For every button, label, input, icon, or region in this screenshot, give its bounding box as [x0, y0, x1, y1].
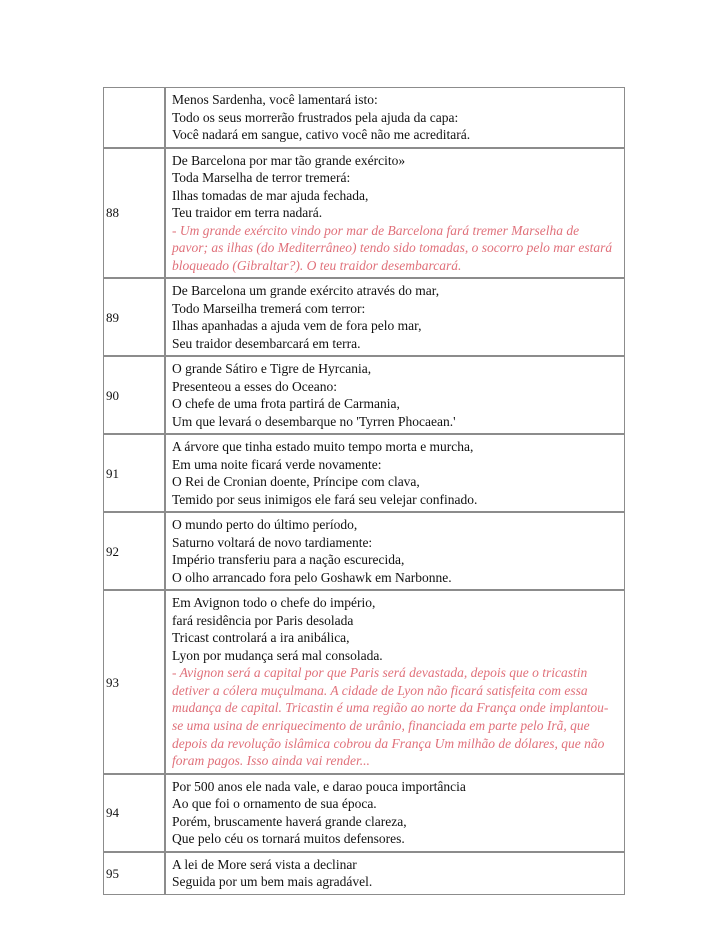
verse-line: Império transferiu para a nação escurecida,: [172, 552, 405, 568]
verse-line: Tricast controlará a ira anibálica,: [172, 630, 350, 646]
quatrain-number: 89: [103, 278, 165, 356]
verse-line: Você nadará em sangue, cativo você não me acreditará.: [172, 127, 471, 142]
quatrain-text-cell: [165, 87, 625, 148]
quatrain-number: 92: [103, 512, 165, 590]
verse-line: Temido por seus inimigos ele fará seu velejar confinado.: [172, 491, 478, 507]
commentary-note: - Um grande exército vindo por mar de Barcelona fará tremer Marselha de pavor; as ilhas (do Mediterrâneo) tendo sido tomadas, o socorro pelo mar estará bloqueado (Gibraltar?). O teu traidor desembarcará.: [172, 222, 613, 273]
quatrain-text-cell: [165, 434, 625, 512]
verse-line: Saturno voltará de novo tardiamente:: [172, 534, 373, 550]
verse-line: Por 500 anos ele nada vale, e darao pouca importância: [172, 778, 466, 794]
quatrain-text-cell: [165, 278, 625, 356]
quatrain-number: 88: [103, 148, 165, 279]
verse-line: O Rei de Cronian doente, Príncipe com clava,: [172, 474, 420, 490]
verse-line: A lei de More será vista a declinar: [172, 856, 357, 872]
quatrain-text-cell: [165, 148, 625, 279]
verse-line: Lyon por mudança será mal consolada.: [172, 647, 383, 663]
table-row: [103, 278, 625, 356]
verse-line: Porém, bruscamente haverá grande clareza,: [172, 813, 407, 829]
quatrain-number: 95: [103, 852, 165, 895]
quatrain-number: 94: [103, 774, 165, 852]
quatrain-number: 90: [103, 356, 165, 434]
verse-line: Ao que foi o ornamento de sua época.: [172, 796, 377, 812]
table-row: [103, 87, 625, 148]
verse-line: Que pelo céu os tornará muitos defensores.: [172, 831, 405, 847]
verse-line: O chefe de uma frota partirá de Carmania,: [172, 396, 400, 412]
verse-line: Teu traidor em terra nadará.: [172, 205, 323, 220]
verse-line: O mundo perto do último período,: [172, 517, 358, 533]
table-row: [103, 512, 625, 590]
quatrain-table-viewport: [103, 87, 625, 890]
quatrain-text-cell: [165, 590, 625, 774]
verse-line: Ilhas tomadas de mar ajuda fechada,: [172, 187, 369, 203]
verse-line: A árvore que tinha estado muito tempo morta e murcha,: [172, 439, 474, 455]
verse-line: Presenteou a esses do Oceano:: [172, 378, 337, 394]
verse-line: Toda Marselha de terror tremerá:: [172, 170, 351, 185]
quatrain-number: [103, 87, 165, 148]
verse-line: Em uma noite ficará verde novamente:: [172, 456, 382, 472]
table-row: [103, 590, 625, 774]
quatrain-table: [103, 87, 625, 895]
verse-line: Todo Marseilha tremerá com terror:: [172, 300, 366, 316]
verse-line: Menos Sardenha, você lamentará isto:: [172, 92, 378, 107]
quatrain-text-cell: [165, 852, 625, 895]
quatrain-text-cell: [165, 512, 625, 590]
commentary-note: - Avignon será a capital por que Paris será devastada, depois que o tricastin detiver a cólera muçulmana. A cidade de Lyon não ficará satisfeita com essa mudança de capital. Tricastin é uma região ao norte da França onde implantou-se uma usina de enriquecimento de urânio, financiada em parte pelo Irã, que depois da revolução islâmica cobrou da França Um milhão de dólares, que não foram pagos. Isso ainda vai render...: [172, 665, 609, 769]
table-row: [103, 148, 625, 279]
verse-line: Em Avignon todo o chefe do império,: [172, 595, 376, 611]
quatrain-table-body: [103, 87, 625, 895]
verse-line: Um que levará o desembarque no 'Tyrren Phocaean.': [172, 413, 456, 429]
verse-line: Ilhas apanhadas a ajuda vem de fora pelo mar,: [172, 318, 422, 334]
verse-line: O olho arrancado fora pelo Goshawk em Narbonne.: [172, 569, 452, 585]
verse-line: Seguida por um bem mais agradável.: [172, 874, 373, 890]
verse-line: Seu traidor desembarcará em terra.: [172, 335, 361, 351]
verse-line: De Barcelona por mar tão grande exército»: [172, 152, 406, 168]
verse-line: De Barcelona um grande exército através do mar,: [172, 283, 440, 299]
table-row: [103, 852, 625, 895]
quatrain-number: 93: [103, 590, 165, 774]
quatrain-text-cell: [165, 774, 625, 852]
verse-line: O grande Sátiro e Tigre de Hyrcania,: [172, 361, 372, 377]
quatrain-number: 91: [103, 434, 165, 512]
verse-line: fará residência por Paris desolada: [172, 612, 354, 628]
table-row: [103, 356, 625, 434]
verse-line: Todo os seus morrerão frustrados pela ajuda da capa:: [172, 109, 459, 125]
quatrain-text-cell: [165, 356, 625, 434]
table-row: [103, 434, 625, 512]
table-row: [103, 774, 625, 852]
